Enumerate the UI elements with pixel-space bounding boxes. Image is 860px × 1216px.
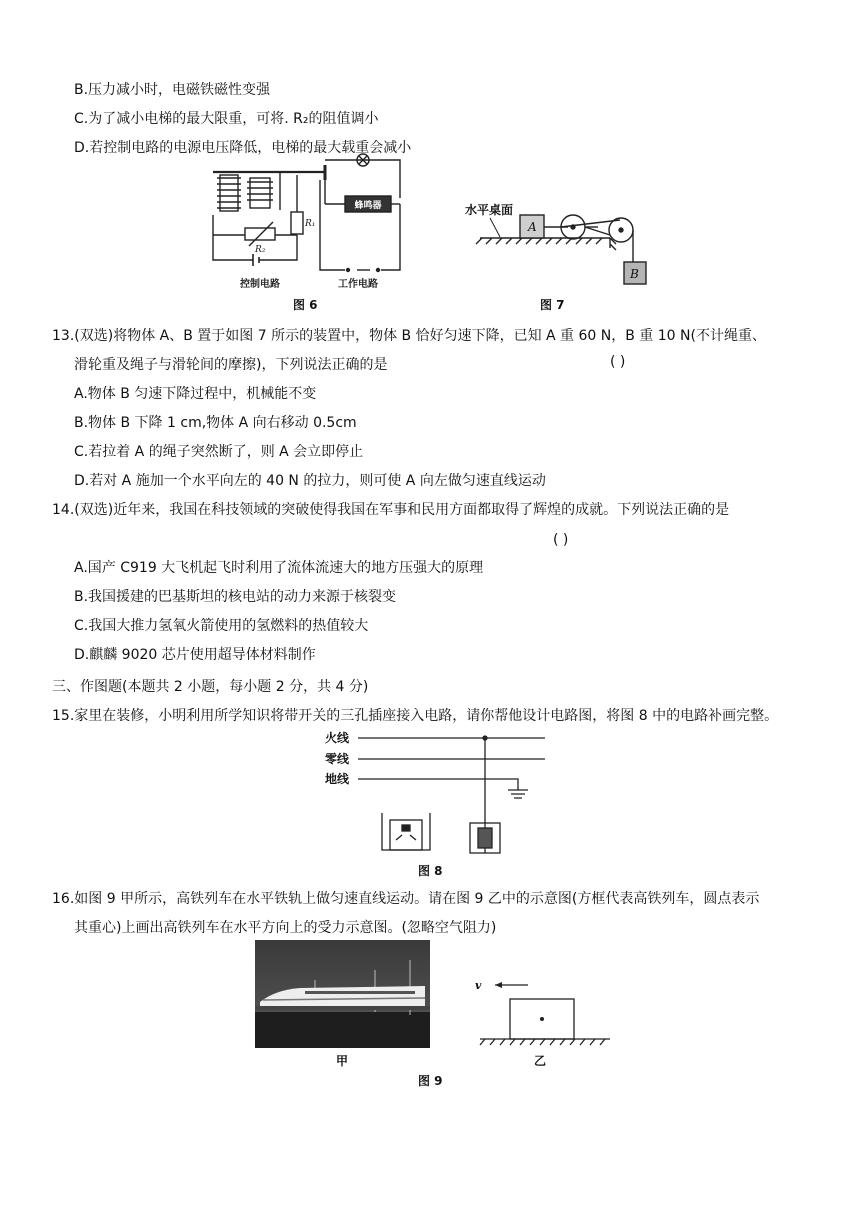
- q12-option-d: D.若控制电路的电源电压降低，电梯的最大载重会减小: [74, 140, 412, 156]
- earth-wire-label: 地线: [325, 772, 350, 786]
- q14-stem: 14.(双选)近年来，我国在科技领域的突破使得我国在军事和民用方面都取得了辉煌的成就。下列说法正确的是: [52, 502, 730, 518]
- section-3-heading: 三、作图题(本题共 2 小题，每小题 2 分，共 4 分): [52, 679, 369, 695]
- train-photo: [255, 940, 430, 1048]
- q16-stem-line1: 16.如图 9 甲所示，高铁列车在水平铁轨上做匀速直线运动。请在图 9 乙中的示意图(方框代表高铁列车，圆点表示: [52, 891, 760, 907]
- r1-label: R₁: [305, 219, 316, 229]
- q16-stem-line2: 其重心)上画出高铁列车在水平方向上的受力示意图。(忽略空气阻力): [74, 920, 497, 936]
- q14-option-b: B.我国援建的巴基斯坦的核电站的动力来源于核裂变: [74, 589, 397, 605]
- q12-option-b: B.压力减小时，电磁铁磁性变强: [74, 82, 271, 98]
- figure-7-caption: 图 7: [540, 298, 565, 312]
- figure-7-pulley: [460, 200, 660, 295]
- work-circuit-label: 工作电路: [338, 279, 378, 290]
- q13-answer-paren: ( ): [610, 354, 626, 370]
- q13-stem-line2: 滑轮重及绳子与滑轮间的摩擦)，下列说法正确的是: [74, 357, 388, 373]
- r2-label: R₂: [255, 245, 266, 255]
- table-label: 水平桌面: [465, 203, 514, 217]
- figure-6-circuit: [205, 160, 415, 295]
- q13-option-b: B.物体 B 下降 1 cm,物体 A 向右移动 0.5cm: [74, 415, 357, 431]
- figure-8-wiring: [320, 728, 550, 858]
- q13-stem-line1: 13.(双选)将物体 A、B 置于如图 7 所示的装置中，物体 B 恰好匀速下降，已知 A 重 60 N，B 重 10 N(不计绳重、: [52, 328, 766, 344]
- block-a-label: A: [528, 220, 537, 234]
- figure-8-caption: 图 8: [418, 864, 443, 878]
- q13-option-c: C.若拉着 A 的绳子突然断了，则 A 会立即停止: [74, 444, 364, 460]
- q13-option-d: D.若对 A 施加一个水平向左的 40 N 的拉力，则可使 A 向左做匀速直线运动: [74, 473, 546, 489]
- q14-answer-paren: ( ): [553, 532, 569, 548]
- q13-option-a: A.物体 B 匀速下降过程中，机械能不变: [74, 386, 317, 402]
- q14-option-a: A.国产 C919 大飞机起飞时利用了流体流速大的地方压强大的原理: [74, 560, 484, 576]
- buzzer-label: 蜂鸣器: [354, 201, 382, 211]
- train-force-diagram: [470, 975, 615, 1050]
- figure-9-label-yi: 乙: [534, 1054, 547, 1068]
- velocity-label: v: [475, 979, 482, 992]
- block-b-label: B: [630, 267, 639, 281]
- q15-stem: 15.家里在装修，小明利用所学知识将带开关的三孔插座接入电路，请你帮他设计电路图，将图 8 中的电路补画完整。: [52, 708, 779, 724]
- figure-9-label-jia: 甲: [336, 1054, 349, 1068]
- figure-6-caption: 图 6: [293, 298, 318, 312]
- q12-option-c: C.为了减小电梯的最大限重，可将. R₂的阻值调小: [74, 111, 379, 127]
- live-wire-label: 火线: [325, 731, 350, 745]
- figure-9-caption: 图 9: [418, 1074, 443, 1088]
- control-circuit-label: 控制电路: [240, 279, 280, 290]
- neutral-wire-label: 零线: [325, 752, 350, 766]
- q14-option-d: D.麒麟 9020 芯片使用超导体材料制作: [74, 647, 316, 663]
- q14-option-c: C.我国大推力氢氧火箭使用的氢燃料的热值较大: [74, 618, 369, 634]
